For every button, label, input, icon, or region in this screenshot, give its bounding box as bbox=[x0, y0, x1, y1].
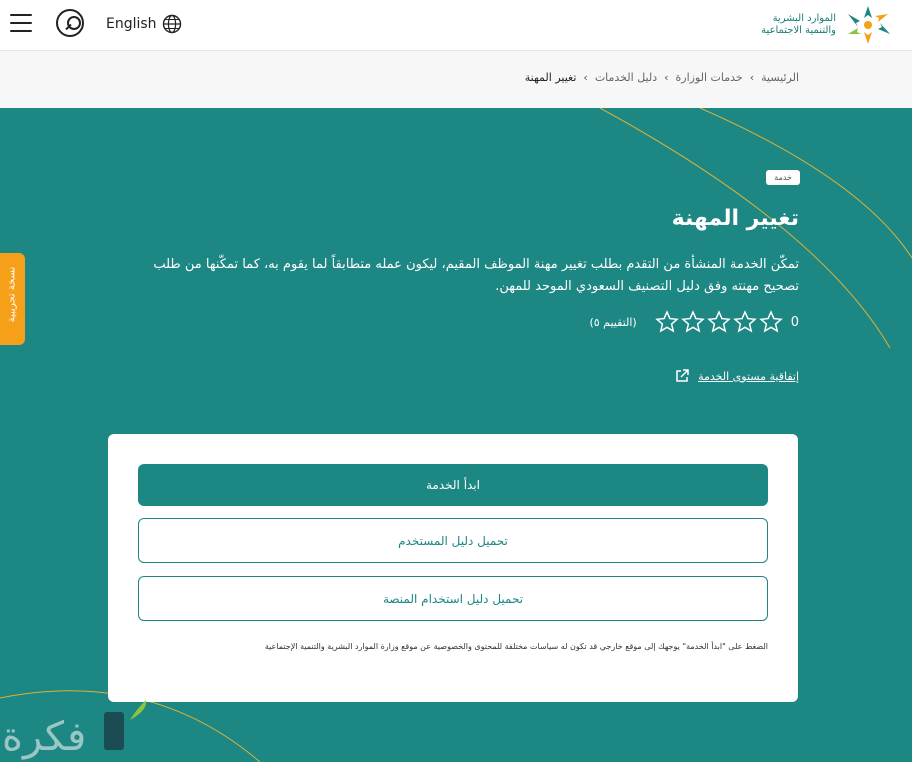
external-site-note: الضغط على "ابدأ الخدمة" يوجهك إلى موقع خارجي قد تكون له سياسات مختلفة للمحتوى والخصوصية عن موقع وزارة الموارد البشرية والتنمية الإجتماعية bbox=[264, 642, 768, 651]
chevron-left-icon: ‹ bbox=[664, 71, 669, 84]
logo-line2: والتنمية الاجتماعية bbox=[761, 25, 836, 36]
ministry-emblem-icon bbox=[842, 4, 894, 46]
service-hero bbox=[0, 108, 912, 762]
chevron-left-icon: ‹ bbox=[583, 71, 588, 84]
breadcrumb-ministry-services[interactable]: خدمات الوزارة bbox=[675, 71, 743, 84]
watermark-logo bbox=[0, 700, 160, 762]
download-platform-guide-button[interactable]: تحميل دليل استخدام المنصة bbox=[138, 576, 768, 621]
service-description: تمكّن الخدمة المنشأة من التقدم بطلب تغيير مهنة الموظف المقيم، ليكون عمله متطابقاً لما يقوم به، كما تمكّنها من طلب تصحيح مهنته وفق دليل التصنيف السعودي الموحد للمهن. bbox=[153, 257, 799, 294]
star-rating bbox=[653, 310, 783, 334]
star-icon[interactable] bbox=[707, 310, 731, 334]
language-switch[interactable] bbox=[106, 14, 182, 34]
breadcrumb-bar bbox=[0, 51, 912, 108]
page-title: تغيير المهنة bbox=[671, 206, 799, 231]
globe-icon bbox=[162, 14, 182, 34]
top-header bbox=[0, 0, 912, 51]
breadcrumb-services-guide[interactable]: دليل الخدمات bbox=[594, 71, 658, 84]
star-icon[interactable] bbox=[681, 310, 705, 334]
sla-link[interactable] bbox=[674, 368, 799, 384]
search-icon[interactable] bbox=[56, 9, 84, 37]
breadcrumb-home[interactable]: الرئيسية bbox=[761, 71, 799, 84]
star-icon[interactable] bbox=[759, 310, 783, 334]
sla-link-label[interactable]: إتفاقية مستوى الخدمة bbox=[698, 369, 799, 383]
download-user-guide-button[interactable]: تحميل دليل المستخدم bbox=[138, 518, 768, 563]
service-badge: خدمة bbox=[766, 170, 800, 185]
logo-line1: الموارد البشرية bbox=[772, 13, 836, 24]
breadcrumb bbox=[525, 71, 799, 84]
ministry-logo[interactable] bbox=[761, 4, 894, 46]
breadcrumb-current: تغيير المهنة bbox=[524, 71, 577, 84]
rating-count: (التقييم ٥) bbox=[589, 315, 637, 329]
chevron-left-icon: ‹ bbox=[749, 71, 755, 84]
star-icon[interactable] bbox=[655, 310, 679, 334]
star-icon[interactable] bbox=[733, 310, 757, 334]
hamburger-icon[interactable] bbox=[10, 14, 32, 32]
rating bbox=[589, 310, 799, 334]
actions-card bbox=[108, 434, 798, 702]
svg-text:فكرة: فكرة bbox=[2, 714, 87, 760]
start-service-button[interactable]: ابدأ الخدمة bbox=[138, 464, 768, 506]
beta-version-tab[interactable] bbox=[0, 253, 25, 345]
external-link-icon bbox=[674, 368, 690, 384]
rating-value: 0 bbox=[790, 314, 799, 330]
beta-version-label: نسخة تجريبية bbox=[6, 266, 18, 323]
language-label[interactable]: English bbox=[106, 16, 157, 32]
